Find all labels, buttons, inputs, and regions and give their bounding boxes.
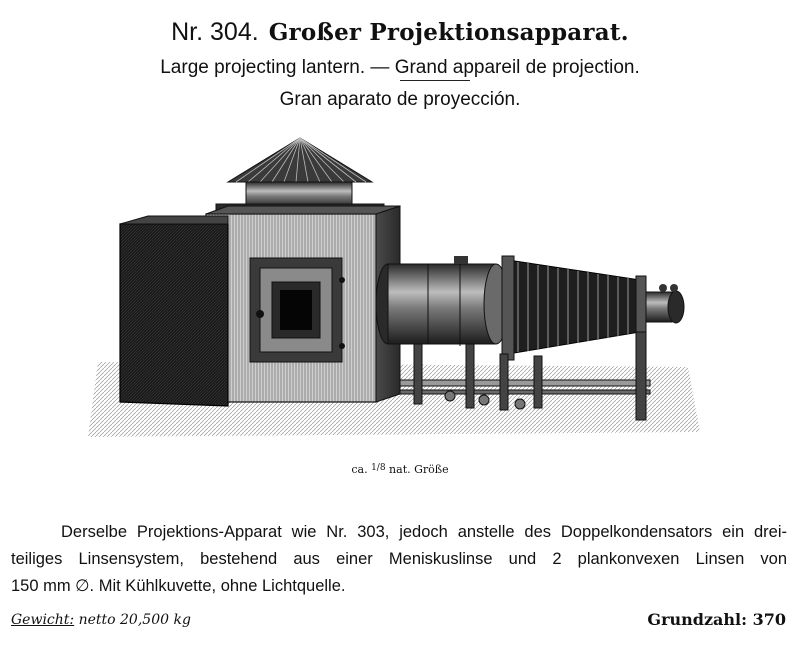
item-title: Großer Projektionsapparat.	[268, 19, 629, 46]
bellows-icon	[502, 256, 646, 360]
figure-caption	[0, 463, 800, 476]
lamp-housing	[206, 206, 400, 402]
description-line-2: teiliges Linsensystem, bestehend aus einer Meniskuslinse und 2 plankonvexen Linsen von	[11, 550, 787, 568]
caption-prefix: ca.	[351, 463, 368, 476]
projection-lantern-illustration	[88, 132, 708, 462]
caption-fraction: 1/8	[371, 463, 386, 473]
weight-info	[11, 612, 191, 628]
page-title	[0, 18, 800, 47]
subtitle-spanish: Gran aparato de proyección.	[279, 89, 521, 110]
description-line-1: Derselbe Projektions-Apparat wie Nr. 303, jedoch anstelle des Doppelkondensators ein drei-	[61, 523, 787, 541]
weight-label: Gewicht:	[11, 612, 75, 628]
description-line-3: 150 mm ∅. Mit Kühlkuvette, ohne Lichtquelle.	[11, 577, 346, 595]
door-panel	[120, 216, 228, 406]
condenser-icon	[376, 256, 508, 346]
grundzahl-value: Grundzahl: 370	[647, 610, 786, 629]
description-paragraph	[11, 519, 787, 600]
subtitle-rule	[400, 80, 470, 81]
weight-value: netto 20,500 kg	[78, 612, 191, 628]
item-number: Nr. 304.	[171, 18, 259, 46]
objective-lens-icon	[646, 284, 684, 323]
subtitle-english-french: Large projecting lantern. — Grand appareil de projection.	[160, 57, 640, 78]
caption-suffix: nat. Größe	[389, 463, 449, 476]
chimney-icon	[216, 138, 384, 214]
